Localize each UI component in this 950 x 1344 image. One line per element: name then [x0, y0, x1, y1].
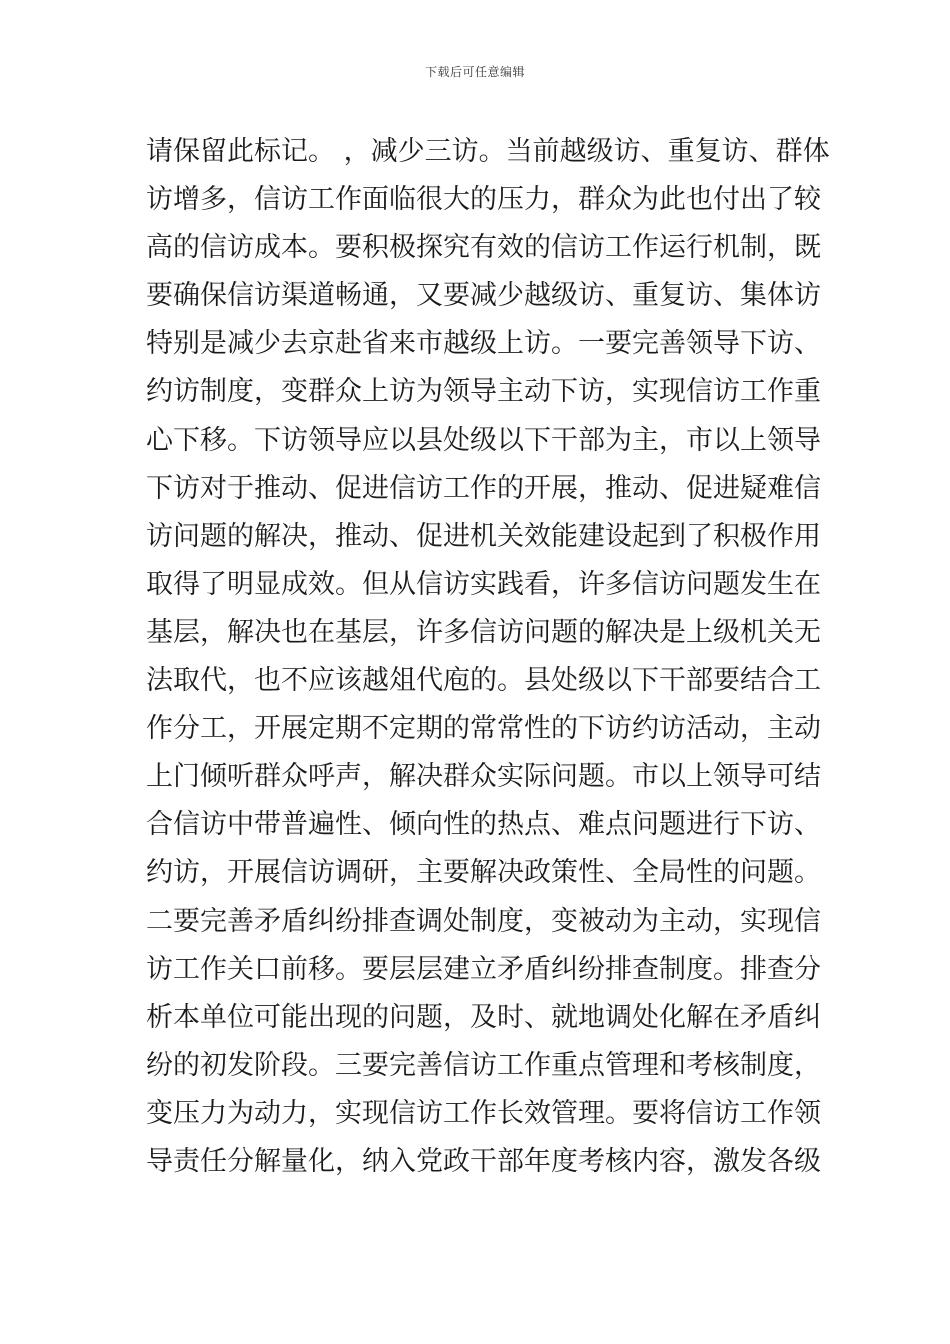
text-line: 纷的初发阶段。三要完善信访工作重点管理和考核制度，	[146, 1049, 821, 1081]
text-line: 二要完善矛盾纠纷排查调处制度，变被动为主动，实现信	[146, 905, 821, 937]
text-line: 上门倾听群众呼声，解决群众实际问题。市以上领导可结	[146, 761, 821, 793]
text-line: 要确保信访渠道畅通，又要减少越级访、重复访、集体访	[146, 280, 821, 312]
text-line: 访增多，信访工作面临很大的压力，群众为此也付出了较	[146, 184, 821, 216]
text-line: 析本单位可能出现的问题，及时、就地调处化解在矛盾纠	[146, 1001, 821, 1033]
body-text	[146, 128, 830, 1186]
text-line: 请保留此标记。 ，减少三访。当前越级访、重复访、群体	[146, 136, 830, 167]
text-line: 合信访中带普遍性、倾向性的热点、难点问题进行下访、	[146, 809, 821, 841]
text-line: 高的信访成本。要积极探究有效的信访工作运行机制，既	[146, 232, 821, 264]
text-line: 基层，解决也在基层，许多信访问题的解决是上级机关无	[146, 616, 821, 648]
text-line: 取得了明显成效。但从信访实践看，许多信访问题发生在	[146, 568, 821, 600]
text-line: 法取代，也不应该越俎代庖的。县处级以下干部要结合工	[146, 665, 821, 697]
text-line: 变压力为动力，实现信访工作长效管理。要将信访工作领	[146, 1097, 821, 1129]
text-line: 心下移。下访领导应以县处级以下干部为主，市以上领导	[146, 424, 821, 456]
text-line: 作分工，开展定期不定期的常常性的下访约访活动，主动	[146, 713, 821, 745]
page-header: 下载后可任意编辑	[424, 65, 525, 79]
text-line: 约访，开展信访调研，主要解决政策性、全局性的问题。	[146, 857, 821, 889]
text-line: 访问题的解决，推动、促进机关效能建设起到了积极作用	[146, 520, 821, 552]
text-line: 访工作关口前移。要层层建立矛盾纠纷排查制度。排查分	[146, 953, 821, 985]
text-line: 约访制度，变群众上访为领导主动下访，实现信访工作重	[146, 376, 821, 408]
text-line: 特别是减少去京赴省来市越级上访。一要完善领导下访、	[146, 328, 821, 360]
text-line: 下访对于推动、促进信访工作的开展，推动、促进疑难信	[146, 472, 821, 504]
text-line: 导责任分解量化，纳入党政干部年度考核内容，激发各级	[146, 1145, 821, 1177]
